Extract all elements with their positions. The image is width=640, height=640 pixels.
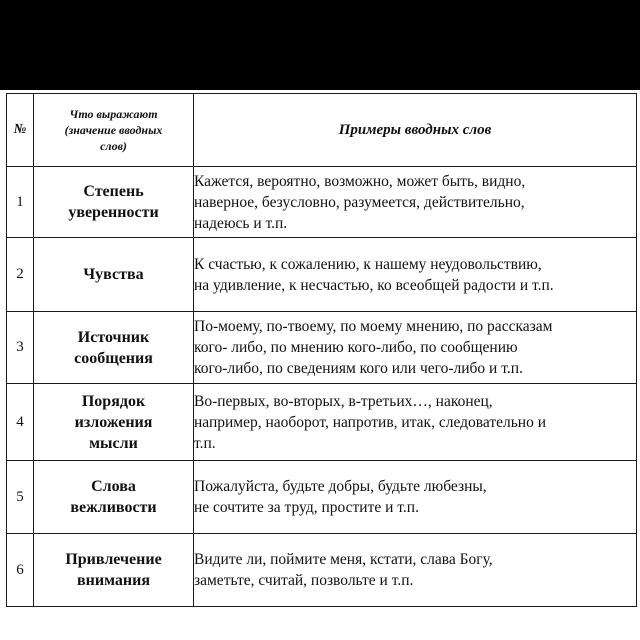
table-row — [7, 167, 637, 238]
table-row — [7, 312, 637, 384]
category-line: уверенности — [68, 204, 159, 221]
category-line: Степень — [83, 183, 144, 200]
row-examples — [194, 312, 637, 384]
category-line: сообщения — [74, 349, 153, 367]
example-line: кого-либо, по сведениям кого или чего-либо и т.п. — [194, 360, 523, 377]
header-number: № — [7, 94, 34, 167]
row-category — [34, 238, 194, 312]
row-examples — [194, 167, 637, 238]
category-line: внимания — [77, 572, 150, 589]
row-number: 2 — [7, 238, 34, 312]
category-line: Порядок — [81, 392, 146, 410]
introductory-words-table — [6, 93, 637, 607]
header-meaning-subtitle-line1: (значение вводных — [64, 123, 163, 137]
row-number: 4 — [7, 384, 34, 461]
example-line: не сочтите за труд, простите и т.п. — [194, 499, 419, 516]
example-line: кого- либо, по мнению кого-либо, по сообщению — [194, 339, 518, 356]
row-number: 3 — [7, 312, 34, 384]
row-number: 1 — [7, 167, 34, 238]
example-line: Видите ли, поймите меня, кстати, слава Богу, — [194, 551, 493, 568]
example-line: например, наоборот, напротив, итак, следовательно и — [194, 413, 547, 431]
header-meaning — [34, 94, 194, 167]
category-line: вежливости — [70, 499, 157, 516]
row-examples — [194, 534, 637, 607]
dark-background-band — [0, 0, 640, 90]
header-meaning-subtitle-line2: слов) — [100, 139, 127, 153]
category-line: Источник — [77, 328, 150, 346]
table-row — [7, 461, 637, 534]
example-line: на удивление, к несчастью, ко всеобщей радости и т.п. — [194, 276, 554, 294]
category-line: изложения — [74, 413, 153, 431]
row-examples — [194, 384, 637, 461]
example-line: надеюсь и т.п. — [194, 214, 288, 232]
document-page — [0, 90, 640, 640]
example-line: т.п. — [194, 434, 216, 452]
category-line: Слова — [91, 478, 136, 495]
row-category — [34, 534, 194, 607]
row-examples — [194, 461, 637, 534]
row-category — [34, 461, 194, 534]
example-line: заметьте, считай, позвольте и т.п. — [194, 572, 414, 589]
row-category — [34, 312, 194, 384]
row-number: 5 — [7, 461, 34, 534]
table-header-row — [7, 94, 637, 167]
header-meaning-title: Что выражают — [69, 107, 158, 121]
table-row — [7, 238, 637, 312]
table-row — [7, 534, 637, 607]
example-line: Во-первых, во-вторых, в-третьих…, наконец, — [194, 392, 493, 410]
header-examples: Примеры вводных слов — [194, 94, 637, 167]
row-examples — [194, 238, 637, 312]
example-line: Пожалуйста, будьте добры, будьте любезны, — [194, 478, 487, 495]
row-category — [34, 167, 194, 238]
example-line: К счастью, к сожалению, к нашему неудовольствию, — [194, 255, 542, 273]
category-line: мысли — [89, 434, 138, 452]
table-row — [7, 384, 637, 461]
example-line: Кажется, вероятно, возможно, может быть, видно, — [194, 172, 526, 190]
category-line: Привлечение — [65, 551, 162, 568]
example-line: наверное, безусловно, разумеется, действительно, — [194, 193, 525, 211]
example-line: По-моему, по-твоему, по моему мнению, по рассказам — [194, 318, 553, 335]
row-number: 6 — [7, 534, 34, 607]
category-line: Чувства — [83, 266, 144, 283]
row-category — [34, 384, 194, 461]
